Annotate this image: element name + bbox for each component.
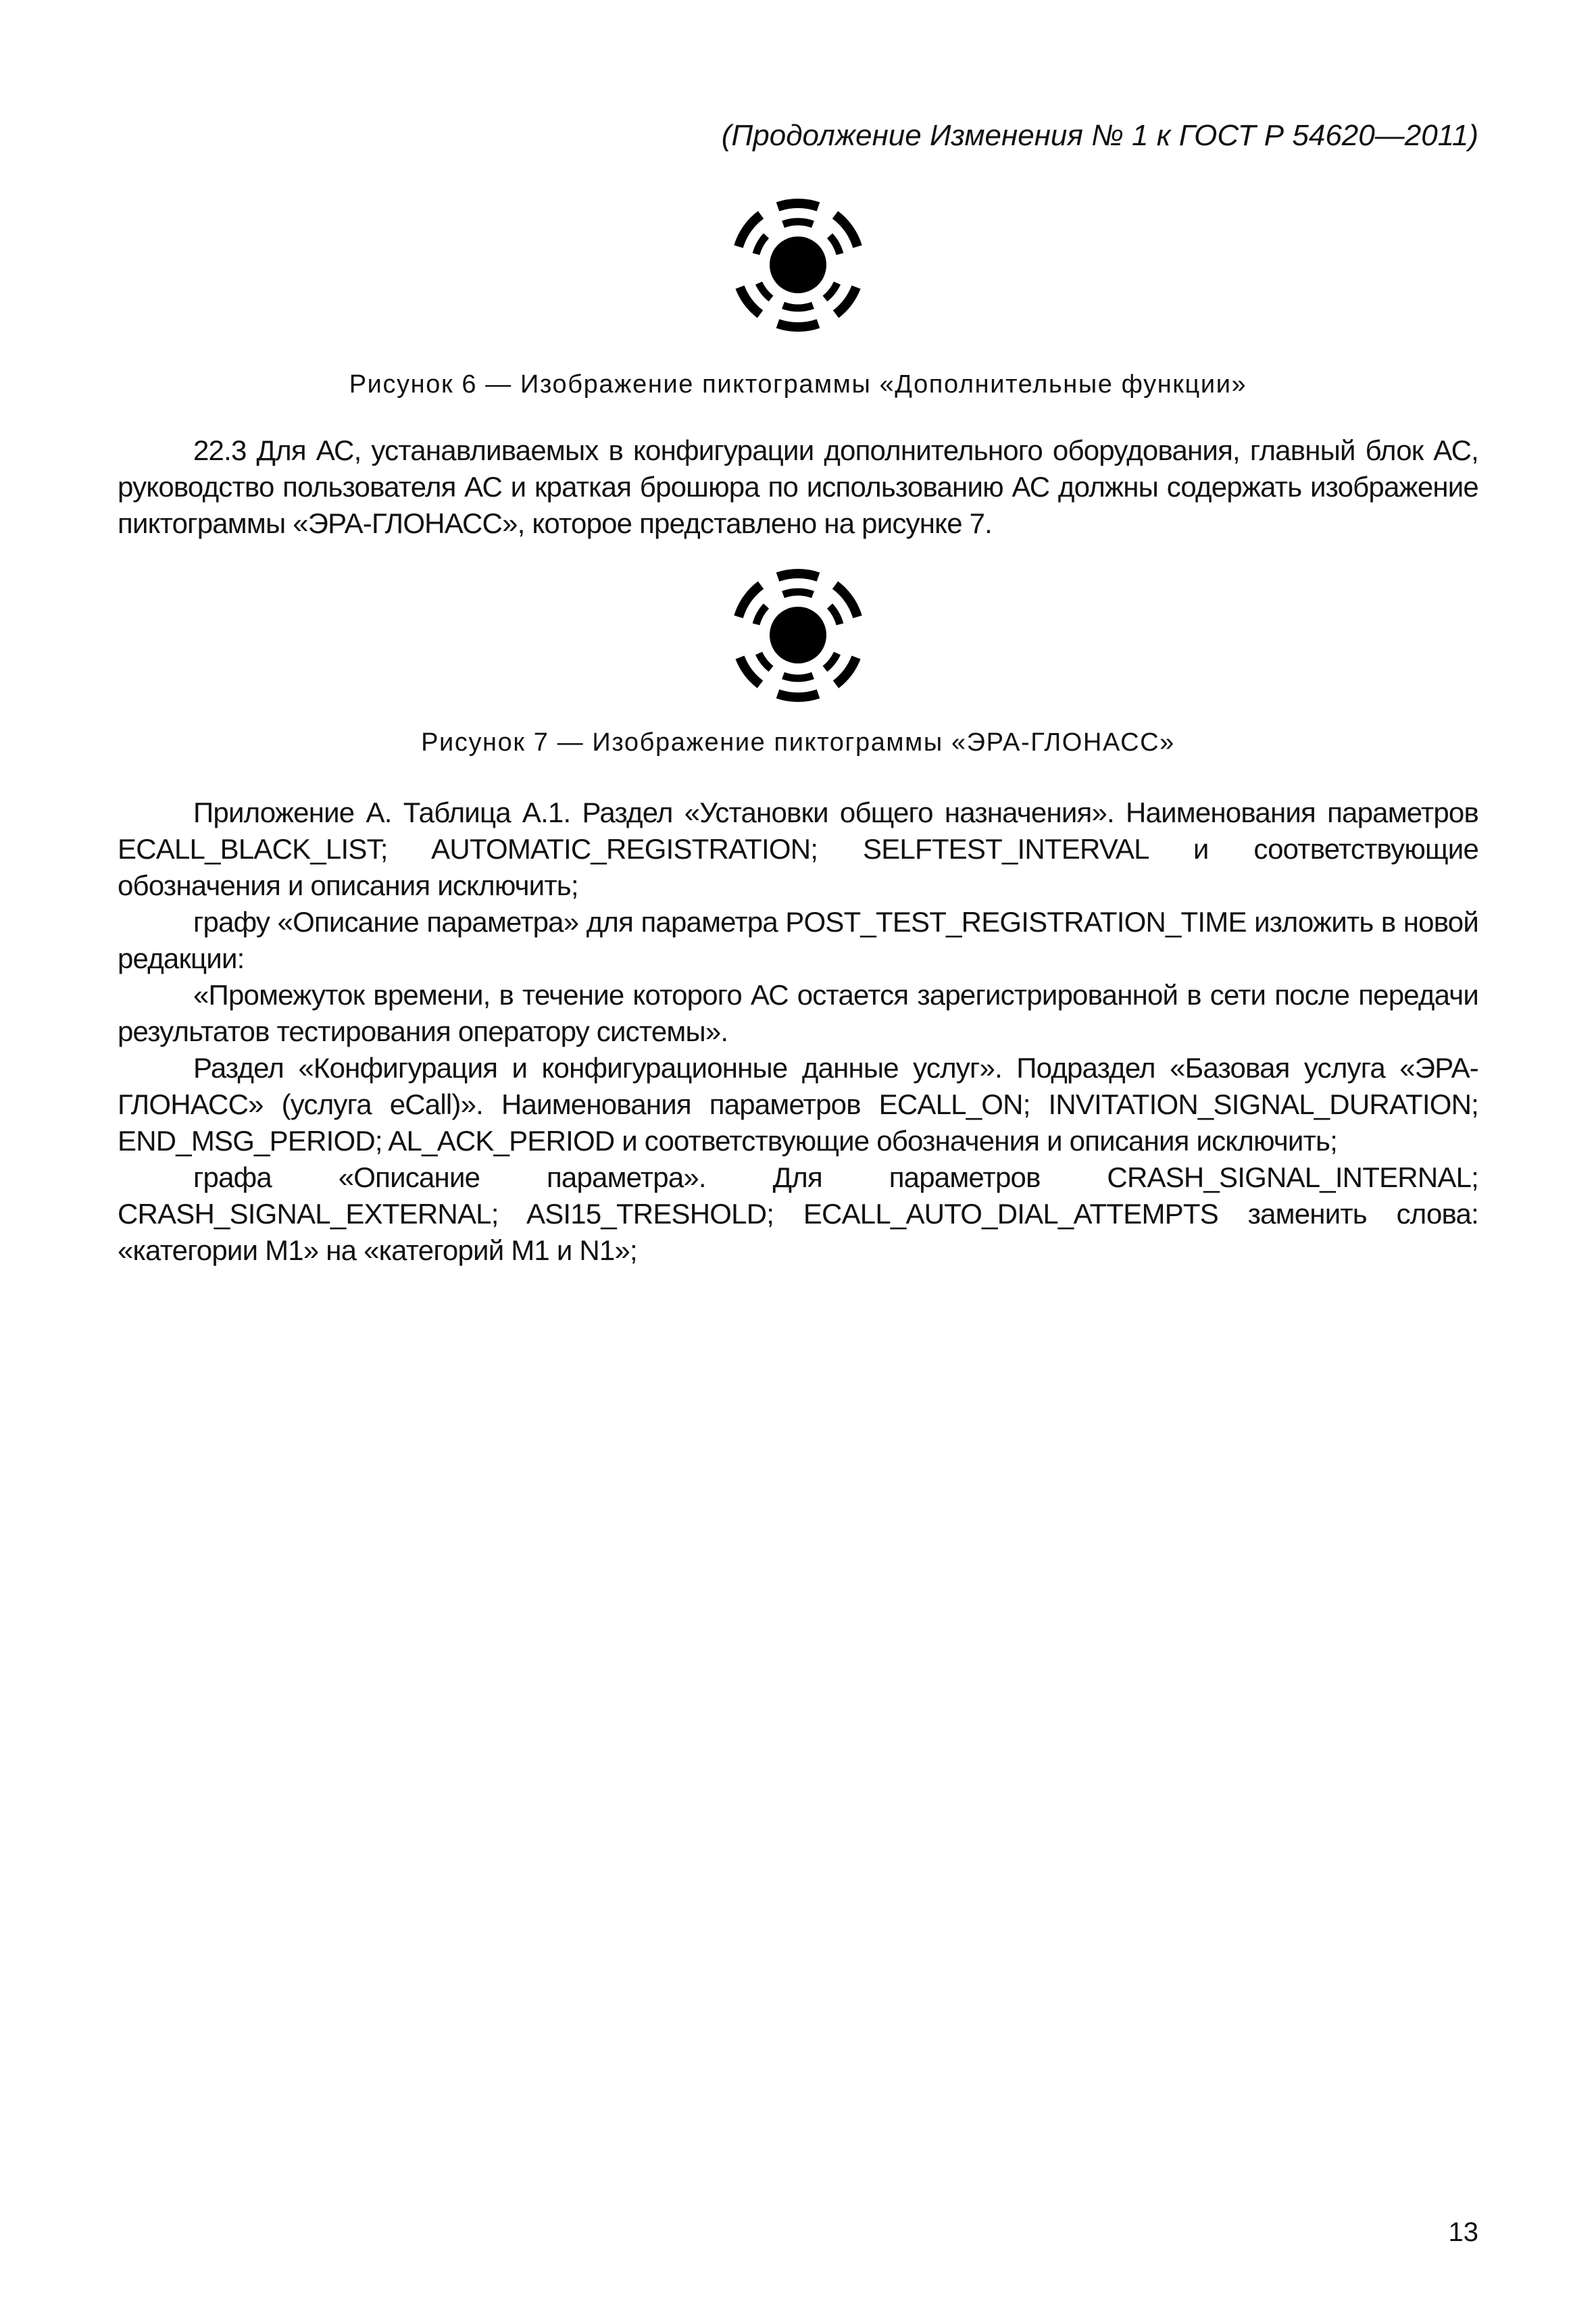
appendix-a-changes [118, 795, 1478, 1269]
figure-7-caption: Рисунок 7 — Изображение пиктограммы «ЭРА-ГЛОНАСС» [421, 728, 1175, 757]
paragraph-appendix-a: Приложение А. Таблица А.1. Раздел «Установки общего назначения». Наименования параметров ECALL_BLACK_LIST; AUTOMATIC_REGISTRATION; SELFTEST_INTERVAL и соответствующие обозначения и описания исключить; [118, 797, 1478, 901]
paragraph-config-section: Раздел «Конфигурация и конфигурационные данные услуг». Подраздел «Базовая услуга «ЭРА-ГЛОНАСС» (услуга eCall)». Наименования параметров ECALL_ON; INVITATION_SIGNAL_DURATION; END_MSG_PERIOD; AL_ACK_PERIOD и соответствующие обозначения и описания исключить; [118, 1052, 1478, 1157]
page-header: (Продолжение Изменения № 1 к ГОСТ Р 54620—2011) [721, 119, 1478, 152]
era-glonass-pictogram-icon [724, 191, 872, 339]
paragraph-22-3: 22.3 Для АС, устанавливаемых в конфигурации дополнительного оборудования, главный блок АС, руководство пользователя АС и краткая брошюра по использованию АС должны содержать изображение пиктограммы «ЭРА-ГЛОНАСС», которое представлено на рисунке 7. [118, 434, 1478, 539]
figure-6-caption: Рисунок 6 — Изображение пиктограммы «Дополнительные функции» [349, 370, 1247, 399]
paragraph-post-test-registration: графу «Описание параметра» для параметра POST_TEST_REGISTRATION_TIME изложить в новой редакции: [118, 906, 1478, 974]
paragraph-quote-definition: «Промежуток времени, в течение которого АС остается зарегистрированной в сети после передачи результатов тестирования оператору системы». [118, 979, 1478, 1047]
era-glonass-pictogram-icon [724, 561, 872, 709]
section-22-3 [118, 432, 1478, 542]
page-number: 13 [1448, 2217, 1478, 2247]
paragraph-parameter-description: графа «Описание параметра». Для параметров CRASH_SIGNAL_INTERNAL; CRASH_SIGNAL_EXTERNAL; ASI15_TRESHOLD; ECALL_AUTO_DIAL_ATTEMPTS заменить слова: «категории М1» на «категорий М1 и N1»; [118, 1161, 1478, 1266]
